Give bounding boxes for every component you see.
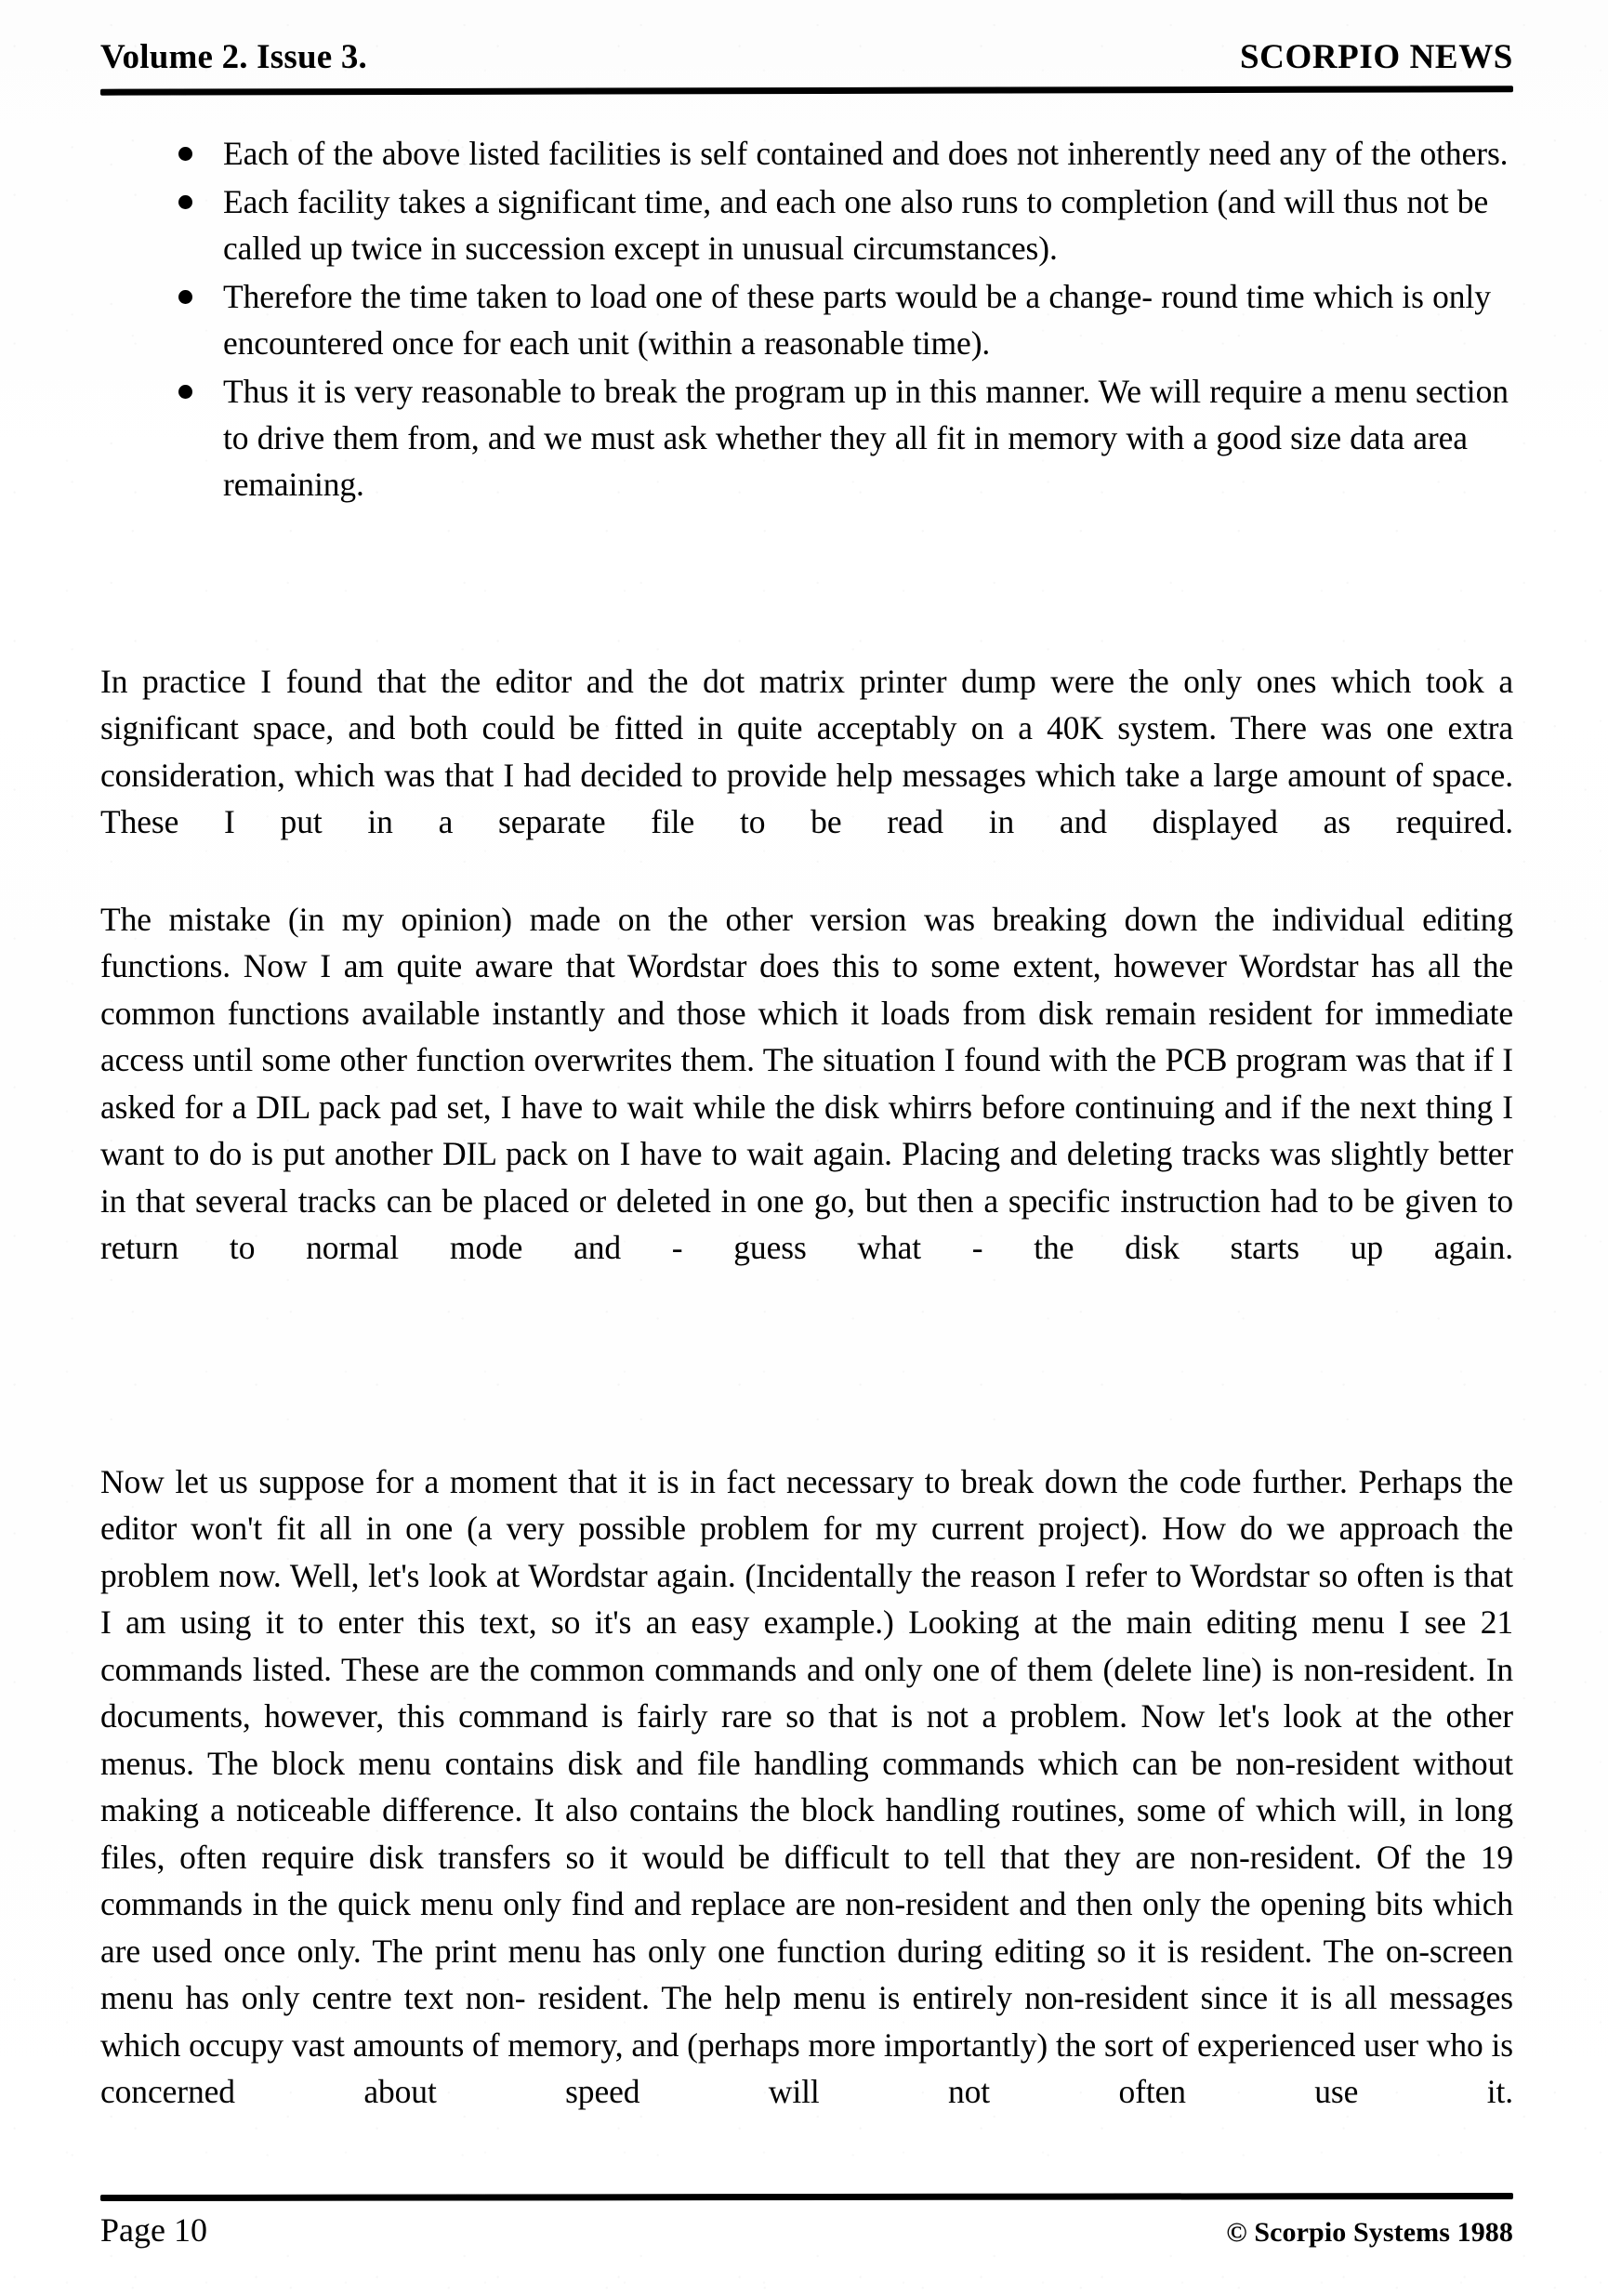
list-item [100, 273, 1513, 366]
body-paragraph: Now let us suppose for a moment that it is in fact necessary to break down the code further. Perhaps the editor won't fit all in one (a very possible problem for my current project). How do we approach the problem now. Well, let's look at Wordstar again. (Incidentally the reason I refer to Wordstar so often is that I am using it to enter this text, so it's an easy example.) Looking at the main editing menu I see 21 commands listed. These are the common commands and only one of them (delete line) is non-resident. In documents, however, this command is fairly rare so that is not a problem. Now let's look at the other menus. The block menu contains disk and file handling commands which can be non-resident without making a noticeable difference. It also contains the block handling routines, some of which will, in long files, often require disk transfers so it would be difficult to tell that they are non-resident. Of the 19 commands in the quick menu only find and replace are non-resident and then only the opening bits which are used once only. The print menu has only one function during editing so it is resident. The on-screen menu has only centre text non- resident. The help menu is entirely non-resident since it is all messages which occupy vast amounts of memory, and (perhaps more importantly) the sort of experienced user who is concerned about speed will not often use it. [100, 1462, 1513, 2110]
bullet-dot-icon [178, 195, 192, 209]
list-item-text: Each facility takes a significant time, and each one also runs to completion (and will thus not be called up twice in succession except in unusual circumstances). [223, 183, 1489, 267]
list-item [100, 178, 1513, 271]
issue-label: Volume 2. Issue 3. [100, 38, 367, 76]
header-rule [100, 86, 1513, 95]
bullet-dot-icon [178, 290, 192, 304]
list-item [100, 130, 1513, 177]
footer-rule [100, 2193, 1513, 2201]
page-content [100, 0, 1513, 2296]
list-item-text: Each of the above listed facilities is self contained and does not inherently need any of the others. [223, 135, 1509, 172]
list-item-text: Therefore the time taken to load one of these parts would be a change- round time which is only encountered once for each unit (within a reasonable time). [223, 278, 1491, 362]
body-paragraph: In practice I found that the editor and the dot matrix printer dump were the only ones which took a significant space, and both could be fitted in quite acceptably on a 40K system. There was one extra consideration, which was that I had decided to provide help messages which take a large amount of space. These I put in a separate file to be read in and displayed as required. [100, 662, 1513, 840]
list-item [100, 368, 1513, 508]
running-head [100, 37, 1513, 77]
bullet-dot-icon [178, 147, 192, 161]
page-number: Page 10 [100, 2211, 207, 2249]
body-paragraph: The mistake (in my opinion) made on the other version was breaking down the individual editing functions. Now I am quite aware that Wordstar does this to some extent, however Wordstar has all the common functions available instantly and those which it loads from disk remain resident for immediate access until some other function overwrites them. The situation I found with the PCB program was that if I asked for a DIL pack pad set, I have to wait while the disk whirrs before continuing and if the next thing I want to do is put another DIL pack on I have to wait again. Placing and deleting tracks was slightly better in that several tracks can be placed or deleted in one go, but then a specific instruction had to be given to return to normal mode and - guess what - the disk starts up again. [100, 900, 1513, 1266]
list-item-text: Thus it is very reasonable to break the program up in this manner. We will require a menu section to drive them from, and we must ask whether they all fit in memory with a good size data area remaining. [223, 373, 1509, 503]
bullet-dot-icon [178, 385, 192, 399]
copyright-notice: © Scorpio Systems 1988 [1226, 2217, 1513, 2248]
publication-title: SCORPIO NEWS [1239, 38, 1513, 76]
page-footer [100, 2210, 1513, 2250]
bullet-list [100, 130, 1513, 509]
